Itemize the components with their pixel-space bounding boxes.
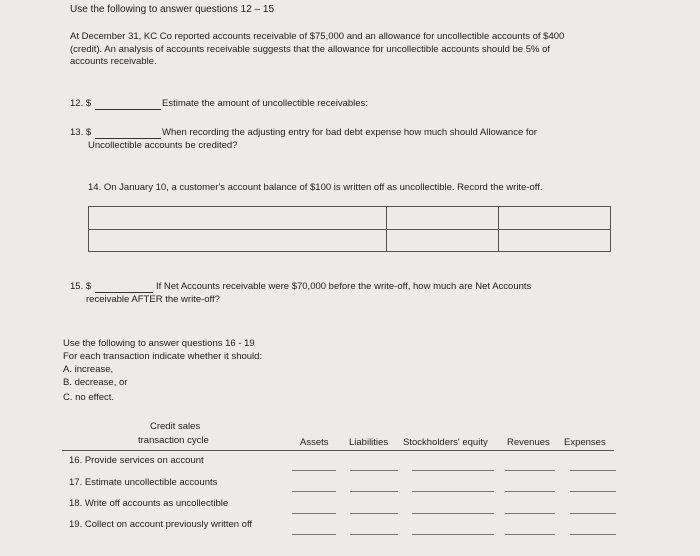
table-row-19: 19. Collect on account previously written off	[69, 519, 253, 530]
table-row-17: 17. Estimate uncollectible accounts	[69, 477, 218, 488]
intro-line-2: (credit). An analysis of accounts receivable suggests that the allowance for uncollectible accounts should be 5% of	[70, 44, 551, 55]
answer-blank-revenues-row16[interactable]	[505, 470, 555, 471]
answer-blank-expenses-row16[interactable]	[570, 470, 616, 471]
q15-text: If Net Accounts receivable were $70,000 before the write-off, how much are Net Accounts	[156, 281, 532, 292]
table-header-line2: transaction cycle	[138, 435, 209, 446]
answer-blank-equity-row19[interactable]	[412, 534, 494, 535]
q13-number: 13. $	[70, 127, 92, 138]
col-assets: Assets	[300, 437, 329, 448]
q15-text-cont: receivable AFTER the write-off?	[86, 294, 220, 305]
q12-text: Estimate the amount of uncollectible receivables:	[162, 98, 368, 109]
q12-number: 12. $	[70, 98, 92, 109]
answer-blank-assets-row19[interactable]	[292, 534, 336, 535]
section-header: Use the following to answer questions 12 – 15	[70, 4, 275, 15]
journal-account-cell[interactable]	[89, 207, 387, 229]
answer-blank-assets-row16[interactable]	[292, 470, 336, 471]
section2-instruction: For each transaction indicate whether it should:	[63, 351, 263, 362]
journal-entry-table	[88, 206, 611, 252]
answer-blank-liabilities-row17[interactable]	[350, 491, 398, 492]
table-row-16: 16. Provide services on account	[69, 455, 204, 466]
col-stockholders-equity: Stockholders' equity	[403, 437, 488, 448]
table-header-line1: Credit sales	[150, 421, 201, 432]
answer-blank-assets-row18[interactable]	[292, 513, 336, 514]
q14-text: 14. On January 10, a customer's account balance of $100 is written off as uncollectible. Record the write-off.	[88, 182, 543, 193]
q13-answer-blank[interactable]	[95, 138, 161, 139]
q13-text: When recording the adjusting entry for bad debt expense how much should Allowance for	[162, 127, 537, 138]
answer-blank-revenues-row18[interactable]	[505, 513, 555, 514]
journal-account-cell[interactable]	[89, 229, 387, 251]
answer-blank-liabilities-row18[interactable]	[350, 513, 398, 514]
answer-blank-revenues-row19[interactable]	[505, 534, 555, 535]
answer-blank-assets-row17[interactable]	[292, 491, 336, 492]
col-expenses: Expenses	[564, 437, 606, 448]
option-b: B. decrease, or	[63, 377, 128, 388]
col-revenues: Revenues	[507, 437, 550, 448]
option-a: A. increase,	[63, 364, 114, 375]
journal-row-2	[89, 229, 610, 251]
table-row-18: 18. Write off accounts as uncollectible	[69, 498, 229, 509]
q15-answer-blank[interactable]	[95, 292, 153, 293]
answer-blank-equity-row16[interactable]	[412, 470, 494, 471]
intro-line-3: accounts receivable.	[70, 56, 157, 67]
option-c: C. no effect.	[63, 392, 115, 403]
q12-answer-blank[interactable]	[95, 109, 161, 110]
table-header-rule	[62, 450, 614, 451]
answer-blank-revenues-row17[interactable]	[505, 491, 555, 492]
answer-blank-liabilities-row16[interactable]	[350, 470, 398, 471]
journal-row-1	[89, 207, 610, 230]
q15-number: 15. $	[70, 281, 92, 292]
answer-blank-equity-row17[interactable]	[412, 491, 494, 492]
section2-intro: Use the following to answer questions 16 - 19	[63, 338, 255, 349]
col-liabilities: Liabilities	[349, 437, 389, 448]
answer-blank-liabilities-row19[interactable]	[350, 534, 398, 535]
answer-blank-expenses-row19[interactable]	[570, 534, 616, 535]
answer-blank-expenses-row18[interactable]	[570, 513, 616, 514]
journal-debit-cell[interactable]	[386, 207, 499, 229]
answer-blank-equity-row18[interactable]	[412, 513, 494, 514]
intro-line-1: At December 31, KC Co reported accounts receivable of $75,000 and an allowance for uncollectible accounts of $400	[70, 31, 565, 42]
q13-text-cont: Uncollectible accounts be credited?	[88, 140, 238, 151]
answer-blank-expenses-row17[interactable]	[570, 491, 616, 492]
journal-debit-cell[interactable]	[386, 229, 499, 251]
